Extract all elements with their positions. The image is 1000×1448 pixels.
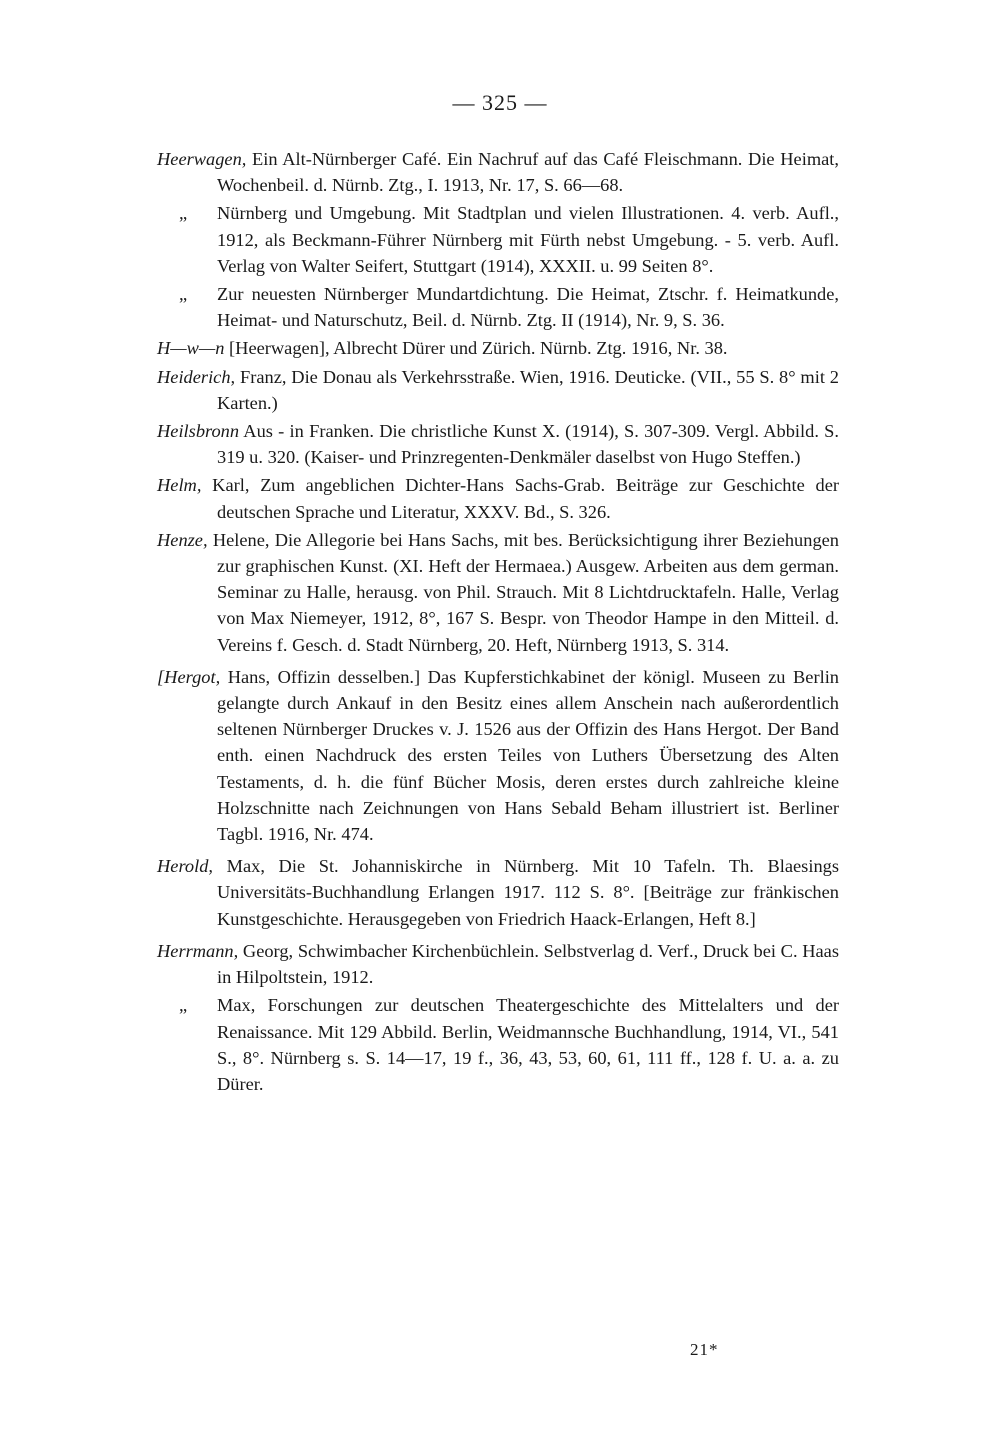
entry-author: H—w—n [157, 338, 225, 359]
entry-text: Zur neuesten Nürnberger Mundartdichtung. Die Heimat, Ztschr. f. Heimatkunde, Heimat- und Naturschutz, Beil. d. Nürnb. Ztg. II (1914), Nr. 9, S. 36. [217, 284, 839, 331]
entry-author: [Hergot, [157, 666, 221, 687]
entry-author: Heerwagen, [157, 149, 247, 169]
entry-heiderich [157, 364, 839, 416]
entry-text: Franz, Die Donau als Verkehrsstraße. Wien, 1916. Deuticke. (VII., 55 S. 8° mit 2 Karten.) [217, 366, 839, 413]
entry-author: Herold, [157, 856, 214, 877]
entry-text: Ein Alt-Nürnberger Café. Ein Nachruf auf das Café Fleischmann. Die Heimat, Wochenbeil. d. Nürnb. Ztg., I. 1913, Nr. 17, S. 66—68. [217, 149, 839, 196]
entry-herrmann-georg [157, 938, 839, 990]
entry-text: Helene, Die Allegorie bei Hans Sachs, mit bes. Berücksichtigung ihrer Beziehungen zur graphischen Kunst. (XI. Heft der Hermaea.) Ausgew. Arbeiten aus dem german. Seminar zu Halle, herausg. von Phil. Strauch. Mit 8 Lichtdrucktafeln. Halle, Verlag von Max Niemeyer, 1912, 8°, 167 S. Bespr. von Theodor Hampe in den Mitteil. d. Vereins f. Gesch. d. Stadt Nürnberg, 20. Heft, Nürnberg 1913, S. 314. [207, 529, 839, 655]
ditto-mark: „ [179, 995, 188, 1016]
entry-author: Henze, [157, 529, 208, 550]
entry-text: Karl, Zum angeblichen Dichter-Hans Sachs-Grab. Beiträge zur Geschichte der deutschen Sprache und Literatur, XXXV. Bd., S. 326. [201, 475, 839, 522]
entry-author: Heiderich, [157, 366, 236, 387]
entry-helm [157, 472, 839, 524]
entry-h-w-n [157, 335, 839, 361]
entry-herrmann-max [157, 992, 839, 1097]
entry-hergot [157, 664, 839, 847]
entry-heerwagen-nuernberg-umgebung [157, 200, 839, 279]
ditto-mark: „ [179, 284, 188, 305]
entry-herold [157, 853, 839, 932]
entry-heilsbronn [157, 418, 839, 470]
entry-text: Georg, Schwimbacher Kirchenbüchlein. Selbstverlag d. Verf., Druck bei C. Haas in Hilpoltstein, 1912. [217, 940, 839, 988]
entry-text: Aus - in Franken. Die christliche Kunst X. (1914), S. 307-309. Vergl. Abbild. S. 319 u. 320. (Kaiser- und Prinzregenten-Denkmäler daselbst von Hugo Steffen.) [217, 421, 839, 468]
entry-heerwagen-mundartdichtung [157, 281, 839, 333]
signature-mark: 21* [690, 1340, 719, 1359]
entry-text: [Heerwagen], Albrecht Dürer und Zürich. Nürnb. Ztg. 1916, Nr. 38. [224, 338, 728, 359]
entry-text: Hans, Offizin desselben.] Das Kupferstichkabinet der königl. Museen zu Berlin gelangte durch Ankauf in den Besitz eines allem Anschein nach außerordentlich seltenen Nürnberger Druckes v. J. 1526 aus der Offizin des Hans Hergot. Der Band enth. einen Nachdruck des ersten Teiles von Luthers Übersetzung des Alten Testaments, d. h. die fünf Bücher Mosis, deren erstes durch zahlreiche kleine Holzschnitte nach Zeichnungen von Hans Sebald Beham illustriert ist. Berliner Tagbl. 1916, Nr. 474. [217, 666, 839, 845]
entry-text: Max, Forschungen zur deutschen Theatergeschichte des Mittelalters und der Renaissance. Mit 129 Abbild. Berlin, Weidmannsche Buchhandlung, 1914, VI., 541 S., 8°. Nürnberg s. S. 14—17, 19 f., 36, 43, 53, 60, 61, 111 ff., 128 f. U. a. a. zu Dürer. [217, 995, 839, 1094]
entry-henze [157, 527, 839, 658]
entry-author: Helm, [157, 475, 202, 496]
entry-author: Heilsbronn [157, 421, 240, 442]
ditto-mark: „ [179, 203, 188, 224]
entry-text: Nürnberg und Umgebung. Mit Stadtplan und vielen Illustrationen. 4. verb. Aufl., 1912, als Beckmann-Führer Nürnberg mit Fürth nebst Umgebung. - 5. verb. Aufl. Verlag von Walter Seifert, Stuttgart (1914), XXXII. u. 99 Seiten 8°. [217, 203, 839, 276]
bibliography-entries [157, 146, 839, 1099]
page-number: — 325 — [452, 90, 548, 115]
entry-author: Herrmann, [157, 940, 239, 961]
entry-heerwagen-cafe [157, 146, 839, 198]
entry-text: Max, Die St. Johanniskirche in Nürnberg. Mit 10 Tafeln. Th. Blaesings Universitäts-Buchhandlung Erlangen 1917. 112 S. 8°. [Beiträge zur fränkischen Kunstgeschichte. Herausgegeben von Friedrich Haack-Erlangen, Heft 8.] [213, 856, 839, 929]
